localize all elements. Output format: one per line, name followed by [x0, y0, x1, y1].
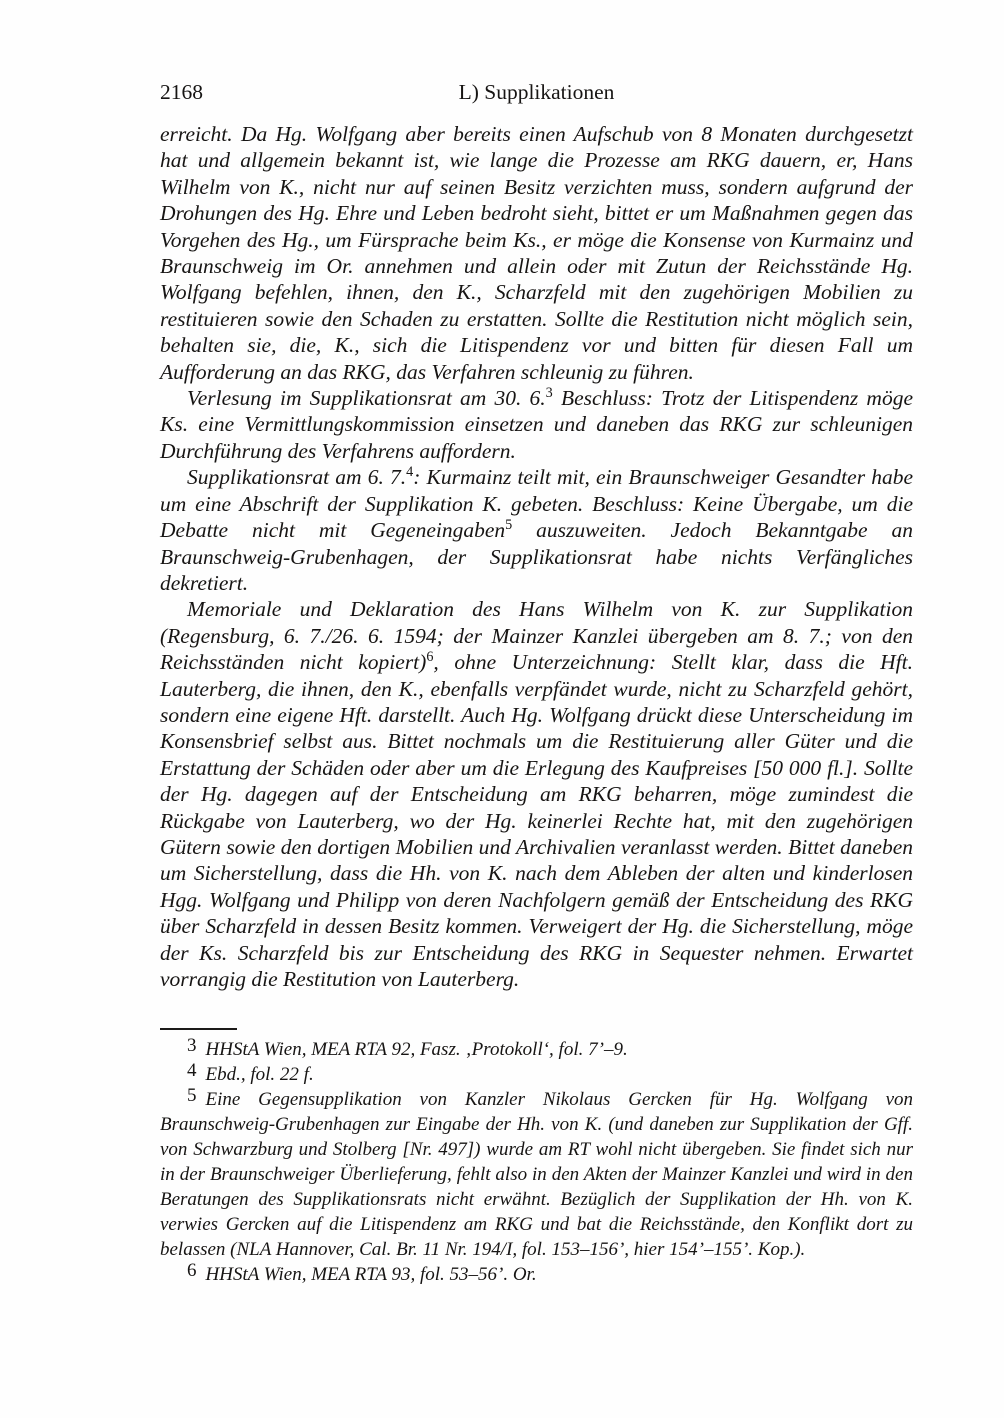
footnote-ref: 3: [545, 385, 553, 402]
footnote-ref: 4: [406, 464, 414, 481]
text-block: [160, 80, 913, 992]
paragraph: Supplikationsrat am 6. 7.$^4$: Kurmainz teilt mit, ein Braunschweiger Gesandter habe um eine Abschrift der Supplikation K. gebeten. Beschluss: Keine Übergabe, um die Debatte nicht mit Gegeneingaben$^5$ auszuweiten. Jedoch Bekanntgabe an Braunschweig-Grubenhagen, der Supplikationsrat habe nichts Verfängliches dekretiert.: [160, 464, 913, 595]
footnote: [160, 1062, 913, 1087]
paragraph: Memoriale und Deklaration des Hans Wilhelm von K. zur Supplikation (Regensburg, 6. 7./26. 6. 1594; der Mainzer Kanzlei übergeben am 8. 7.; von den Reichsständen nicht kopiert)$^6$, ohne Unterzeichnung: Stellt klar, dass die Hft. Lauterberg, die ihnen, den K., ebenfalls verpfändet wurde, nicht zu Scharzfeld gehört, sondern eine eigene Hft. darstellt. Auch Hg. Wolfgang drückt diese Unterscheidung im Konsensbrief selbst aus. Bittet nochmals um die Restituierung aller Güter und die Erstattung der Schäden oder aber um die Erlegung des Kaufpreises [50 000 fl.]. Sollte der Hg. dagegen auf der Entscheidung am RKG beharren, möge zumindest die Rückgabe von Lauterberg, wo der Hg. keinerlei Rechte hat, mit den zugehörigen Gütern sowie den dortigen Mobilien und Archivalien veranlasst werden. Bittet daneben um Sicherstellung, dass die Hh. von K. nach dem Ableben der alten und kinderlosen Hgg. Wolfgang und Philipp von deren Nachfolgern gemäß der Entscheidung des RKG über Scharzfeld in dessen Besitz kommen. Verweigert der Hg. die Sicherstellung, möge der Ks. Scharzfeld bis zur Entscheidung des RKG in Sequester nehmen. Erwartet vorrangig die Restitution von Lauterberg.: [160, 597, 913, 991]
footnote-text: Eine Gegensupplikation von Kanzler Nikolaus Gercken für Hg. Wolfgang von Braunschweig-Grubenhagen zur Eingabe der Hh. von K. (und daneben zur Supplikation der Gff. von Schwarzburg und Stolberg [Nr. 497]) wurde am RT wohl nicht übergeben. Sie findet sich nur in der Braunschweiger Überlieferung, fehlt also in den Akten der Mainzer Kanzlei und wird in den Beratungen des Supplikationsrats nicht erwähnt. Bezüglich der Supplikation der Hh. von K. verwies Gercken auf die Litispendenz am RKG und bat die Reichsstände, den Konflikt dort zu belassen (NLA Hannover, Cal. Br. 11 Nr. 194/I, fol. 153–156’, hier 154’–155’. Kop.).: [160, 1089, 913, 1260]
footnote: [160, 1262, 913, 1287]
footnote-ref: 6: [426, 649, 434, 666]
footnote-text: HHStA Wien, MEA RTA 92, Fasz. ‚Protokoll‘, fol. 7’–9.: [205, 1039, 628, 1060]
footnote: [160, 1087, 913, 1262]
footnote-number: 6: [187, 1260, 197, 1281]
footnote-number: 5: [187, 1085, 197, 1106]
footnote-ref: 5: [505, 517, 513, 534]
footnote: [160, 1037, 913, 1062]
footnote-number: 4: [187, 1060, 197, 1081]
paragraph: erreicht. Da Hg. Wolfgang aber bereits einen Aufschub von 8 Monaten durchgesetzt hat und allgemein bekannt ist, wie lange die Prozesse am RKG dauern, er, Hans Wilhelm von K., nicht nur auf seinen Besitz verzichten muss, sondern aufgrund der Drohungen des Hg. Ehre und Leben bedroht sieht, bittet er um Maßnahmen gegen das Vorgehen des Hg., um Fürsprache beim Ks., er möge die Konsense von Kurmainz und Braunschweig im Or. annehmen und allein oder mit Zutun der Reichsstände Hg. Wolfgang befehlen, ihnen, den K., Scharzfeld mit den zugehörigen Mobilien zu restituieren sowie den Schaden zu erstatten. Sollte die Restitution nicht möglich sein, behalten sie, die, K., sich die Litispendenz vor und bitten für diesen Fall um Aufforderung an das RKG, das Verfahren schleunig zu führen.: [160, 122, 913, 384]
footnote-text: HHStA Wien, MEA RTA 93, fol. 53–56’. Or.: [205, 1264, 537, 1285]
page-header: [160, 80, 913, 106]
footnote-separator: [160, 1028, 237, 1030]
paragraph: Verlesung im Supplikationsrat am 30. 6.$^3$ Beschluss: Trotz der Litispendenz möge Ks. eine Vermittlungskommission einsetzen und daneben das RKG zur schleunigen Durchführung des Verfahrens auffordern.: [160, 385, 913, 463]
footnote-text: Ebd., fol. 22 f.: [205, 1064, 314, 1085]
running-head: L) Supplikationen: [458, 80, 615, 104]
footnote-list: [160, 1037, 913, 1287]
footnote-number: 3: [187, 1035, 197, 1056]
body-text: [160, 121, 913, 992]
footnotes-section: [160, 1028, 913, 1287]
page-number: 2168: [160, 80, 203, 104]
